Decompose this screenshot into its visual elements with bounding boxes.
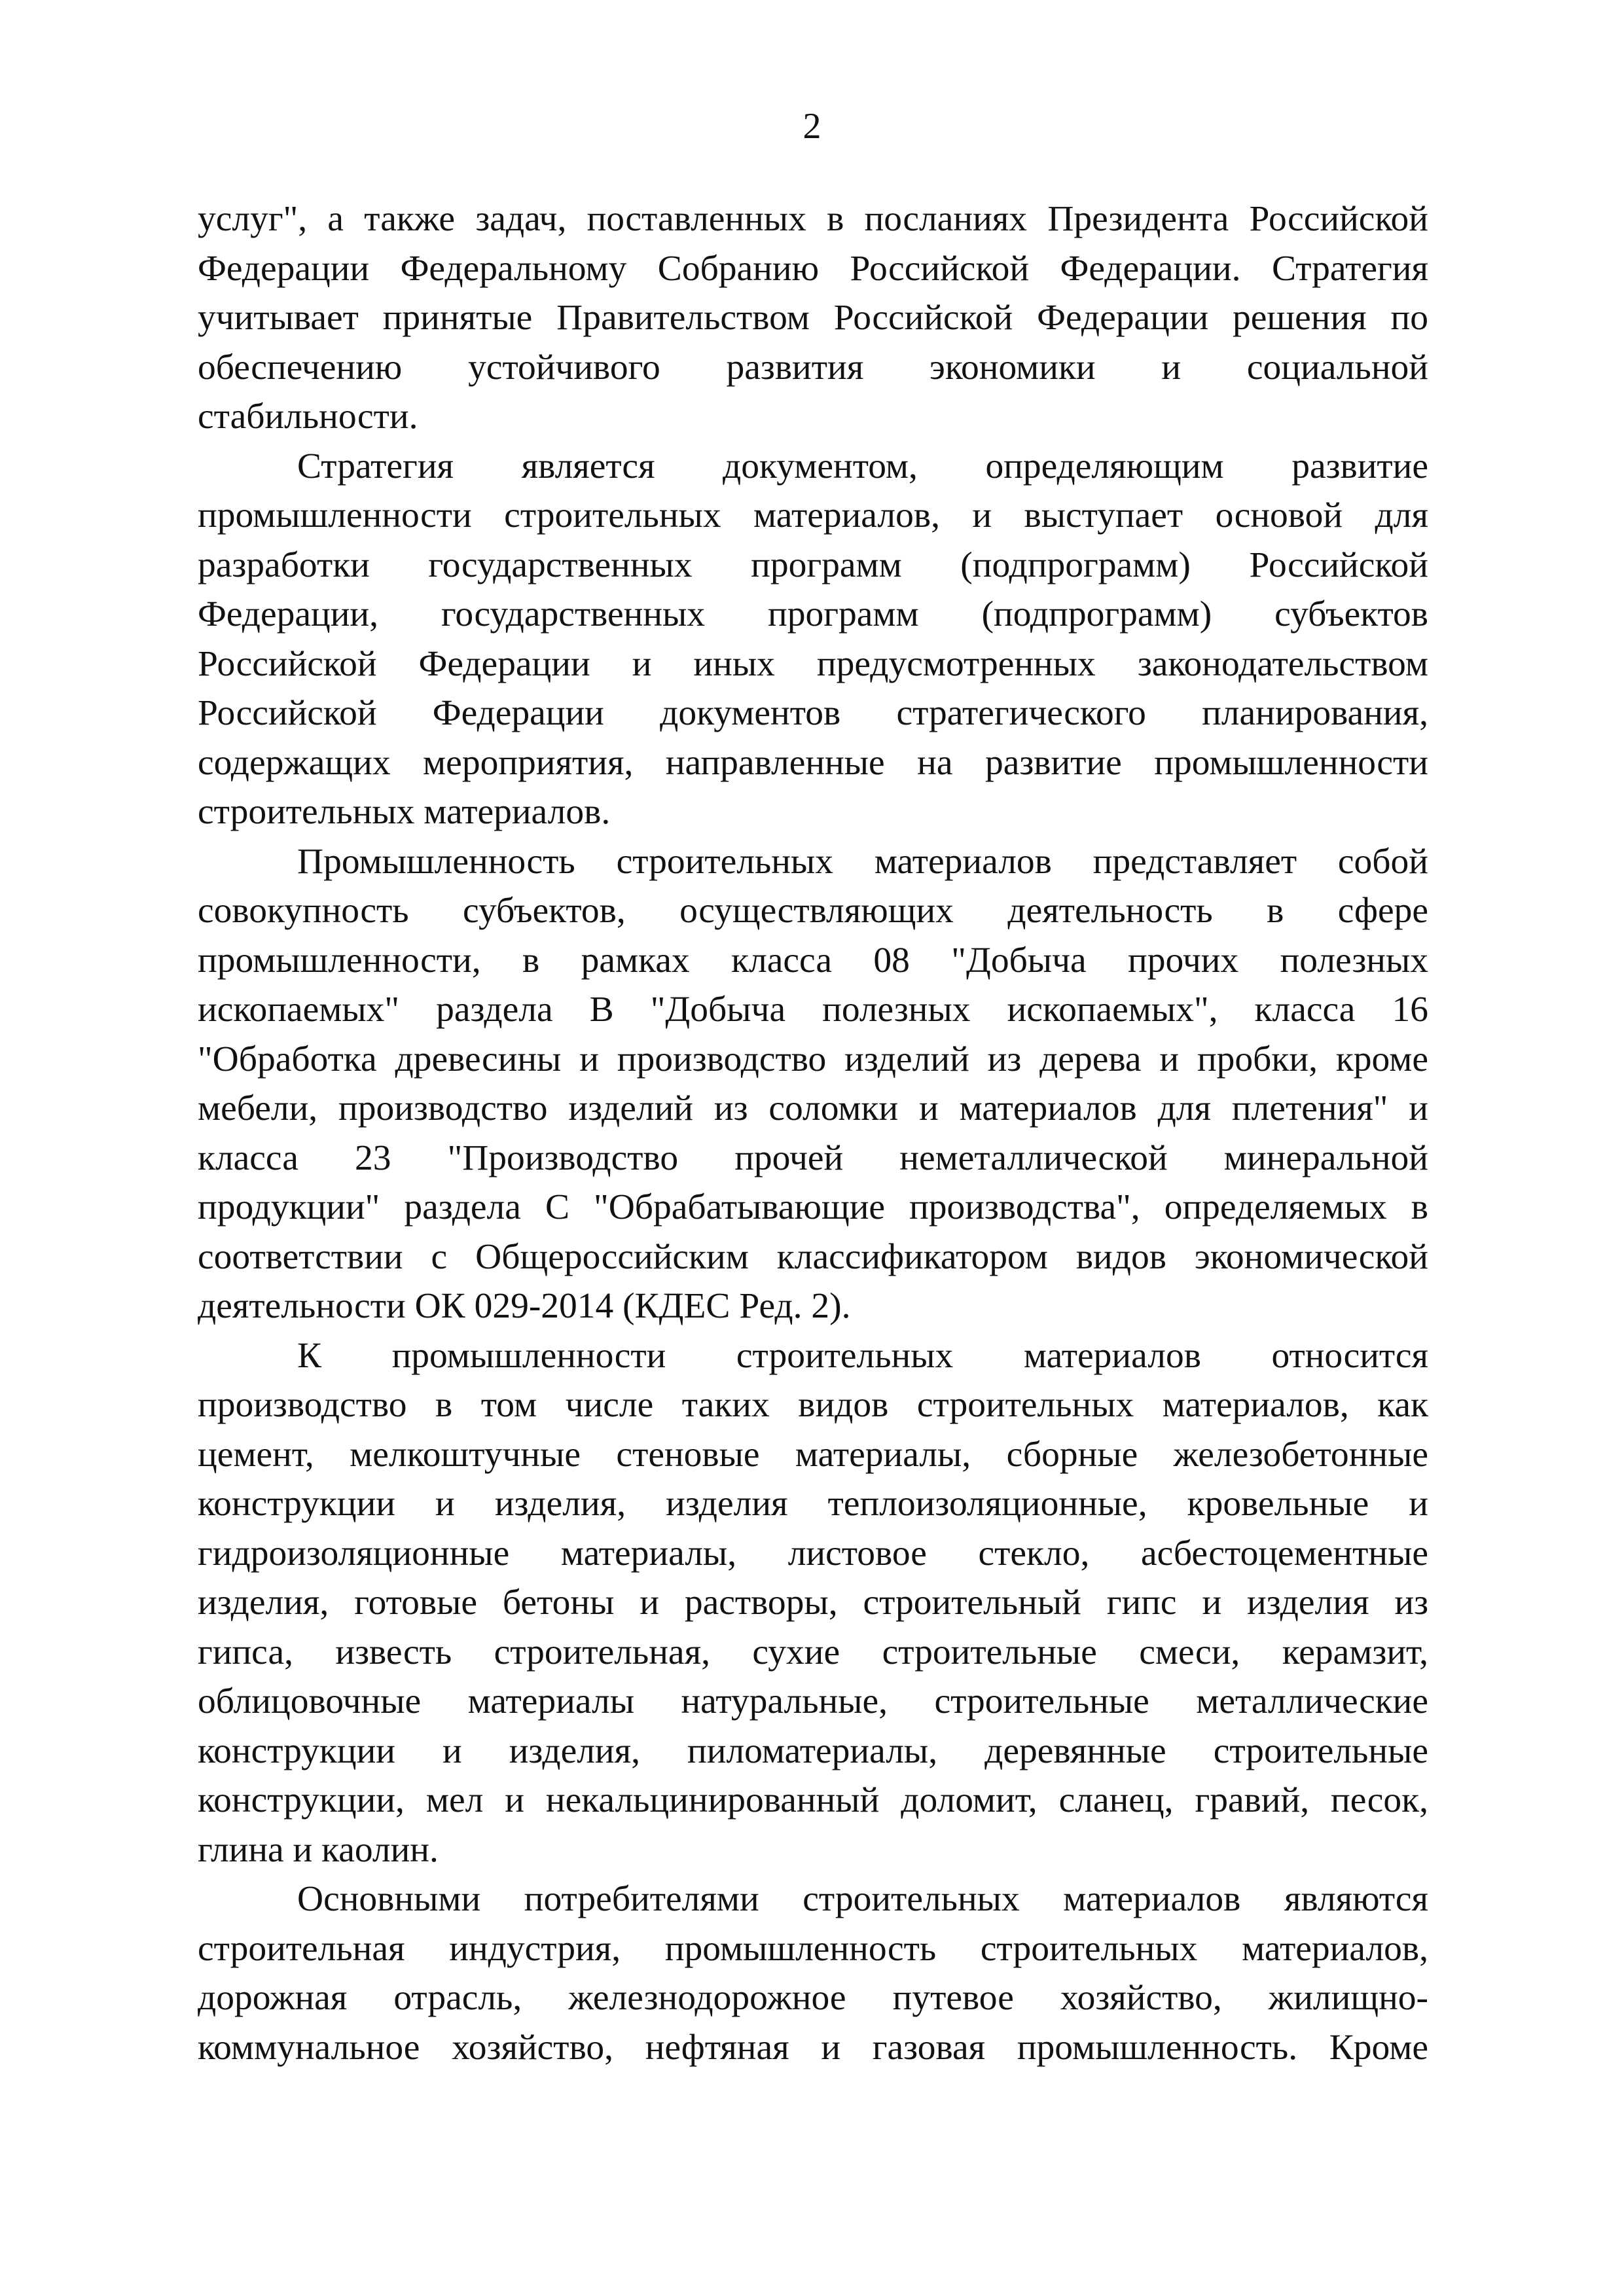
text-line: облицовочные материалы натуральные, строительные металлические: [198, 1681, 1428, 1721]
text-line: Основными потребителями строительных материалов являются: [297, 1879, 1428, 1919]
text-line: обеспечению устойчивого развития экономики и социальной: [198, 347, 1428, 387]
text-line: производство в том числе таких видов строительных материалов, как: [198, 1385, 1428, 1425]
text-line: конструкции и изделия, пиломатериалы, деревянные строительные: [198, 1731, 1428, 1771]
text-line: глина и каолин.: [198, 1829, 439, 1870]
text-line: изделия, готовые бетоны и растворы, строительный гипс и изделия из: [198, 1583, 1428, 1623]
text-line: промышленности строительных материалов, и выступает основой для: [198, 495, 1428, 535]
paragraph-1: [198, 194, 1428, 442]
text-line: мебели, производство изделий из соломки и материалов для плетения" и: [198, 1088, 1428, 1128]
text-line: цемент, мелкоштучные стеновые материалы, сборные железобетонные: [198, 1434, 1428, 1475]
text-line: услуг", а также задач, поставленных в посланиях Президента Российской: [198, 199, 1428, 239]
text-line: Промышленность строительных материалов представляет собой: [297, 841, 1428, 882]
text-line: Федерации, государственных программ (подпрограмм) субъектов: [198, 594, 1428, 634]
text-line: учитывает принятые Правительством Российской Федерации решения по: [198, 298, 1428, 338]
page-number: 2: [803, 106, 821, 147]
text-line: стабильности.: [198, 397, 418, 437]
text-line: содержащих мероприятия, направленные на развитие промышленности: [198, 742, 1428, 783]
paragraph-5: [198, 1874, 1428, 2072]
text-line: конструкции и изделия, изделия теплоизоляционные, кровельные и: [198, 1484, 1428, 1524]
text-line: разработки государственных программ (подпрограмм) Российской: [198, 545, 1428, 585]
document-body: [198, 194, 1428, 2072]
text-line: строительная индустрия, промышленность строительных материалов,: [198, 1928, 1428, 1969]
text-line: строительных материалов.: [198, 792, 611, 832]
text-line: продукции" раздела С "Обрабатывающие производства", определяемых в: [198, 1187, 1428, 1227]
text-line: ископаемых" раздела В "Добыча полезных ископаемых", класса 16: [198, 990, 1428, 1030]
text-line: класса 23 "Производство прочей неметаллической минеральной: [198, 1138, 1428, 1178]
text-line: деятельности ОК 029-2014 (КДЕС Ред. 2).: [198, 1286, 851, 1326]
text-line: дорожная отрасль, железнодорожное путевое хозяйство, жилищно-: [198, 1978, 1428, 2018]
text-line: "Обработка древесины и производство изделий из дерева и пробки, кроме: [198, 1039, 1428, 1079]
text-line: конструкции, мел и некальцинированный доломит, сланец, гравий, песок,: [198, 1780, 1428, 1820]
text-line: соответствии с Общероссийским классификатором видов экономической: [198, 1236, 1428, 1277]
paragraph-3: [198, 837, 1428, 1331]
text-line: Федерации Федеральному Собранию Российской Федерации. Стратегия: [198, 248, 1428, 289]
text-line: совокупность субъектов, осуществляющих деятельность в сфере: [198, 891, 1428, 931]
text-line: промышленности, в рамках класса 08 "Добыча прочих полезных: [198, 940, 1428, 980]
text-line: гипса, известь строительная, сухие строительные смеси, керамзит,: [198, 1632, 1428, 1672]
text-line: К промышленности строительных материалов относится: [297, 1335, 1428, 1376]
text-line: коммунальное хозяйство, нефтяная и газовая промышленность. Кроме: [198, 2027, 1428, 2068]
paragraph-4: [198, 1331, 1428, 1875]
text-line: Российской Федерации документов стратегического планирования,: [198, 693, 1428, 733]
text-line: Российской Федерации и иных предусмотренных законодательством: [198, 643, 1428, 684]
text-line: гидроизоляционные материалы, листовое стекло, асбестоцементные: [198, 1533, 1428, 1573]
paragraph-2: [198, 442, 1428, 837]
text-line: Стратегия является документом, определяющим развитие: [297, 446, 1428, 486]
